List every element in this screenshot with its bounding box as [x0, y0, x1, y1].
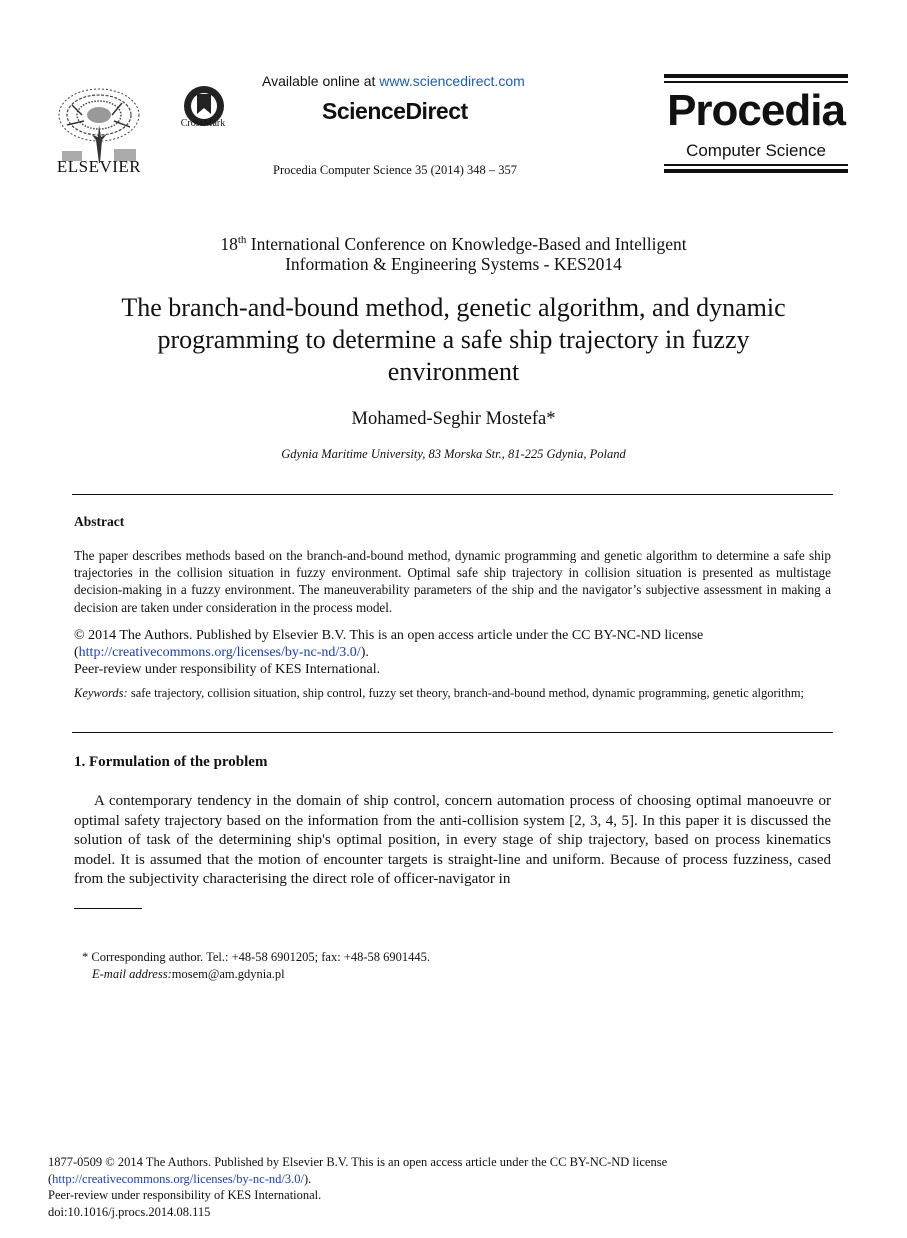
email-label: E-mail address: — [92, 966, 172, 981]
peer-review-line: Peer-review under responsibility of KES International. — [74, 662, 381, 677]
keywords-label: Keywords: — [74, 686, 128, 700]
available-online — [262, 73, 525, 89]
procedia-rule-bottom-thin — [664, 164, 848, 166]
abstract-bottom-rule — [72, 732, 833, 733]
abstract-heading: Abstract — [74, 514, 125, 529]
procedia-logo-title: Procedia — [667, 86, 845, 135]
keywords — [74, 685, 831, 702]
sciencedirect-link[interactable]: www.sciencedirect.com — [379, 73, 525, 89]
abstract-top-rule — [72, 494, 833, 495]
footnote-rule — [74, 908, 142, 909]
procedia-rule-top-thick — [664, 74, 848, 78]
procedia-rule-top-thin — [664, 81, 848, 83]
paper-title: The branch-and-bound method, genetic algorithm, and dynamic programming to determine a safe ship trajectory in fuzzy environment — [121, 293, 786, 386]
corresponding-author: * Corresponding author. Tel.: +48-58 6901205; fax: +48-58 6901445. — [82, 950, 431, 964]
author-name: Mohamed-Seghir Mostefa* — [351, 409, 556, 429]
sciencedirect-logo: ScienceDirect — [322, 98, 468, 124]
conference-line-1: 18th International Conference on Knowledge-Based and Intelligent — [220, 233, 687, 254]
procedia-rule-bottom-thick — [664, 169, 848, 173]
license-block — [74, 627, 831, 678]
available-prefix: Available online at — [262, 73, 380, 89]
email-address: mosem@am.gdynia.pl — [171, 966, 285, 981]
crossmark-label: CrossMark — [180, 118, 226, 129]
footer-doi: doi:10.1016/j.procs.2014.08.115 — [48, 1204, 211, 1219]
keywords-list: safe trajectory, collision situation, ship control, fuzzy set theory, branch-and-bound method, dynamic programming, genetic algorithm; — [127, 686, 805, 700]
license-link-line: (http://creativecommons.org/licenses/by-nc-nd/3.0/). — [74, 645, 369, 660]
section-heading: 1. Formulation of the problem — [74, 754, 268, 770]
footer-peer-review: Peer-review under responsibility of KES International. — [48, 1188, 322, 1202]
footer-link-line: (http://creativecommons.org/licenses/by-nc-nd/3.0/). — [48, 1171, 312, 1186]
procedia-logo-subtitle: Computer Science — [686, 141, 826, 160]
footer-license: 1877-0509 © 2014 The Authors. Published by Elsevier B.V. This is an open access article under the CC BY-NC-ND license — [48, 1155, 668, 1169]
publisher-name: ELSEVIER — [56, 157, 142, 176]
abstract-text: The paper describes methods based on the branch-and-bound method, dynamic programming and genetic algorithm to determine a safe ship trajectories in the collision situation in fuzzy environment. Optimal safe ship trajectory in collision situation is presented as multistage decision-making in a fuzzy environment. The maneuverability parameters of the ship and the navigator’s subjective assessment in making a decision are taken under consideration in the process model. — [74, 548, 831, 615]
author-affiliation: Gdynia Maritime University, 83 Morska Str., 81-225 Gdynia, Poland — [281, 447, 626, 461]
section-paragraph: A contemporary tendency in the domain of ship control, concern automation process of choosing optimal manoeuvre or optimal safety trajectory based on the information from the anti-collision system [2, 3, 4, 5]. In this paper it is discussed the solution of task of the determining ship's optimal position, in every stage of ship trajectory, based on process kinematics model. It is assumed that the motion of encounter targets is straight-line and uniform. Because of process fuzziness, cased from the subjectivity characterising the direct role of officer-navigator in — [74, 793, 831, 888]
journal-reference: Procedia Computer Science 35 (2014) 348 – 357 — [273, 163, 518, 177]
license-line: © 2014 The Authors. Published by Elsevier B.V. This is an open access article under the CC BY-NC-ND license — [74, 628, 704, 643]
conference-line-2: Information & Engineering Systems - KES2014 — [285, 253, 622, 274]
conference-name — [60, 230, 847, 274]
page-footer — [48, 1154, 848, 1220]
footnote — [82, 949, 822, 982]
license-link[interactable]: http://creativecommons.org/licenses/by-nc-nd/3.0/ — [78, 645, 361, 660]
footer-license-link[interactable]: http://creativecommons.org/licenses/by-nc-nd/3.0/ — [52, 1171, 304, 1186]
email-line — [82, 966, 822, 983]
